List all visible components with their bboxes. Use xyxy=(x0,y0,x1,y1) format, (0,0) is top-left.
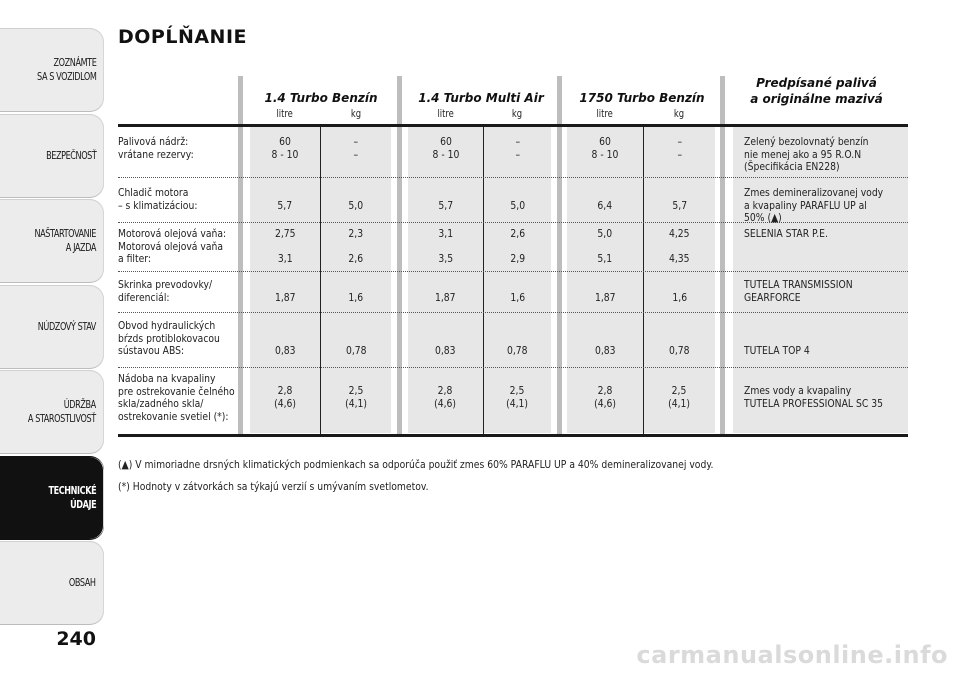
spec-header: Predpísané palivá a originálne mazivá xyxy=(750,76,883,106)
cell-c3-litre: 60 8 - 10 xyxy=(591,135,619,161)
cell-spec: SELENIA STAR P.E. xyxy=(744,227,828,240)
row-label: Skrinka prevodovky/ diferenciál: xyxy=(118,278,213,304)
cell-c3-kg: – – xyxy=(677,135,682,161)
row-label: Chladič motora – s klimatizáciou: xyxy=(118,186,198,212)
cell-c3-kg: 0,78 xyxy=(669,344,690,357)
row-label: Obvod hydraulických bŕzds protiblokovacou sústavou ABS: xyxy=(118,319,220,357)
cell-c1-kg: – – xyxy=(353,135,359,161)
tab-technical-data[interactable]: TECHNICKÉ ÚDAJE xyxy=(0,456,104,540)
cell-c2-litre: 0,83 xyxy=(435,344,456,357)
cell-c3-litre: 5,0 5,1 xyxy=(597,227,613,265)
unit-kg: kg xyxy=(350,107,362,120)
footnote-asterisk: (*) Hodnoty v zátvorkách sa týkajú verzií s umývaním svetlometov. xyxy=(118,480,429,493)
cell-c3-litre: 6,4 xyxy=(597,199,613,212)
cell-c3-litre: 1,87 xyxy=(594,291,616,304)
cell-c2-litre: 60 8 - 10 xyxy=(432,135,459,161)
unit-kg: kg xyxy=(674,107,685,120)
cell-c3-kg: 5,7 xyxy=(672,199,687,212)
cell-c3-kg: 1,6 xyxy=(672,291,687,304)
cell-c1-litre: 2,75 3,1 xyxy=(274,227,296,265)
row-label: Palivová nádrž: vrátane rezervy: xyxy=(118,135,194,161)
header-rule xyxy=(118,124,908,127)
cell-c3-litre: 2,8 (4,6) xyxy=(594,384,616,410)
cell-c3-kg: 2,5 (4,1) xyxy=(668,384,691,410)
cell-c2-kg: 2,6 2,9 xyxy=(510,227,525,265)
cell-spec: Zelený bezolovnatý benzín nie menej ako a 95 R.O.N (Špecifikácia EN228) xyxy=(744,135,869,173)
cell-spec: Zmes vody a kvapaliny TUTELA PROFESSIONAL SC 35 xyxy=(744,384,883,410)
cell-c1-litre: 60 8 - 10 xyxy=(271,135,299,161)
cell-c1-litre: 1,87 xyxy=(274,291,296,304)
col2-header: 1.4 Turbo Multi Air xyxy=(418,91,544,105)
cell-c1-kg: 1,6 xyxy=(348,291,364,304)
tab-maintenance[interactable]: ÚDRŽBA A STAROSTLIVOSŤ xyxy=(0,370,104,454)
separator xyxy=(720,76,725,434)
tab-vehicle-intro[interactable]: ZOZNÁMTE SA S VOZIDLOM xyxy=(0,28,104,112)
cell-c1-kg: 0,78 xyxy=(345,344,367,357)
watermark: carmanualsonline.info xyxy=(636,641,948,669)
unit-litre: litre xyxy=(276,107,294,120)
cell-c2-litre: 5,7 xyxy=(438,199,453,212)
cell-c2-litre: 3,1 3,5 xyxy=(438,227,453,265)
cell-c1-litre: 0,83 xyxy=(274,344,296,357)
cell-spec: TUTELA TOP 4 xyxy=(744,344,810,357)
page-title: DOPĹŇANIE xyxy=(118,26,248,48)
tab-starting-driving[interactable]: NAŠTARTOVANIE A JAZDA xyxy=(0,199,104,283)
row-separator xyxy=(118,177,908,178)
cell-c1-kg: 5,0 xyxy=(348,199,364,212)
cell-c2-kg: 2,5 (4,1) xyxy=(506,384,529,410)
cell-c2-kg: 1,6 xyxy=(510,291,525,304)
col3-header: 1750 Turbo Benzín xyxy=(579,91,705,105)
row-label: Nádoba na kvapaliny pre ostrekovanie čelného skla/zadného skla/ ostrekovanie svetiel (*): xyxy=(118,372,235,423)
cell-c1-kg: 2,3 2,6 xyxy=(348,227,364,265)
tab-safety[interactable]: BEZPEČNOSŤ xyxy=(0,114,104,198)
cell-c2-litre: 1,87 xyxy=(435,291,456,304)
row-separator xyxy=(118,312,908,313)
tab-contents[interactable]: OBSAH xyxy=(0,541,104,625)
cell-spec: Zmes demineralizovanej vody a kvapaliny PARAFLU UP al 50% (▲) xyxy=(744,186,884,224)
cell-c1-litre: 5,7 xyxy=(277,199,293,212)
separator xyxy=(397,76,402,434)
tab-emergency[interactable]: NÚDZOVÝ STAV xyxy=(0,285,104,369)
unit-kg: kg xyxy=(512,107,523,120)
row-separator xyxy=(118,367,908,368)
page-number: 240 xyxy=(56,628,96,650)
unit-litre: litre xyxy=(596,107,614,120)
cell-c2-kg: 0,78 xyxy=(507,344,528,357)
col1-header: 1.4 Turbo Benzín xyxy=(264,91,378,105)
cell-c3-kg: 4,25 4,35 xyxy=(669,227,690,265)
footnote-triangle: (▲) V mimoriadne drsných klimatických podmienkach sa odporúča použiť zmes 60% PARAFLU UP a 40% demineralizovanej vody. xyxy=(118,458,714,471)
cell-spec: TUTELA TRANSMISSION GEARFORCE xyxy=(744,278,853,304)
cell-c2-litre: 2,8 (4,6) xyxy=(434,384,457,410)
row-label: Motorová olejová vaňa: Motorová olejová vaňa a filter: xyxy=(118,227,227,265)
separator xyxy=(557,76,562,434)
cell-c3-litre: 0,83 xyxy=(594,344,616,357)
cell-c1-litre: 2,8 (4,6) xyxy=(274,384,296,410)
unit-litre: litre xyxy=(437,107,454,120)
cell-c2-kg: 5,0 xyxy=(510,199,525,212)
row-separator xyxy=(118,271,908,272)
footer-rule xyxy=(118,434,908,437)
cell-c1-kg: 2,5 (4,1) xyxy=(345,384,367,410)
cell-c2-kg: – – xyxy=(515,135,520,161)
